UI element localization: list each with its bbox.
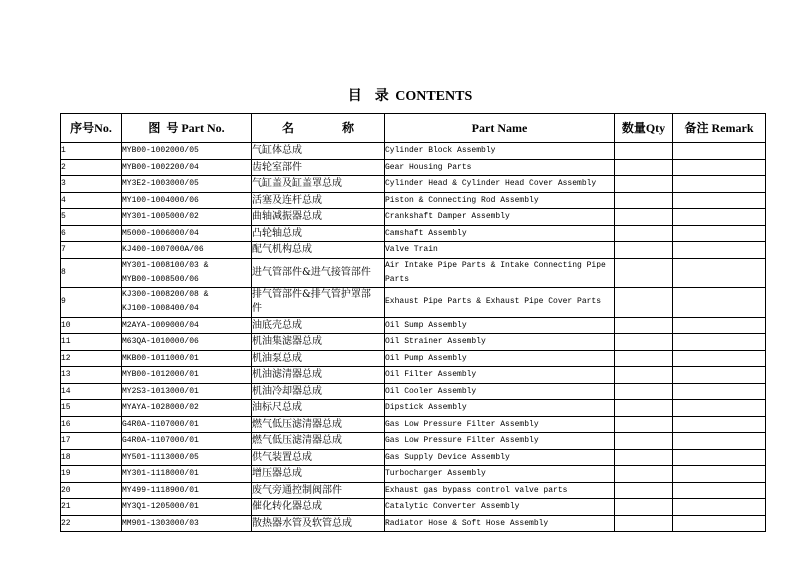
cell-remark xyxy=(673,400,766,417)
cell-qty xyxy=(615,482,673,499)
cell-remark xyxy=(673,159,766,176)
table-row xyxy=(61,416,766,433)
table-row xyxy=(61,317,766,334)
cell-part-no: M63QA-1010000/06 xyxy=(122,334,252,351)
cell-qty xyxy=(615,225,673,242)
cell-part-name: Dipstick Assembly xyxy=(385,400,615,417)
cell-part-no: M2AYA-1009000/04 xyxy=(122,317,252,334)
cell-qty xyxy=(615,176,673,193)
cell-name-cn: 凸轮轴总成 xyxy=(252,225,385,242)
cell-remark xyxy=(673,499,766,516)
cell-remark xyxy=(673,515,766,532)
cell-qty xyxy=(615,433,673,450)
cell-no: 11 xyxy=(61,334,122,351)
table-row xyxy=(61,515,766,532)
cell-qty xyxy=(615,209,673,226)
cell-part-name: Catalytic Converter Assembly xyxy=(385,499,615,516)
cell-no: 3 xyxy=(61,176,122,193)
table-row xyxy=(61,258,766,288)
cell-name-cn: 机油冷却器总成 xyxy=(252,383,385,400)
table-row xyxy=(61,499,766,516)
table-row xyxy=(61,176,766,193)
cell-qty xyxy=(615,143,673,160)
table-row xyxy=(61,482,766,499)
cell-no: 12 xyxy=(61,350,122,367)
cell-part-no: KJ300-1008200/08 & KJ100-1008400/04 xyxy=(122,288,252,318)
table-body xyxy=(61,143,766,532)
cell-part-name: Valve Train xyxy=(385,242,615,259)
cell-name-cn: 机油滤清器总成 xyxy=(252,367,385,384)
cell-no: 6 xyxy=(61,225,122,242)
cell-remark xyxy=(673,367,766,384)
header-part-no: 图 号 Part No. xyxy=(122,114,252,143)
cell-part-no: M5000-1006000/04 xyxy=(122,225,252,242)
cell-name-cn: 曲轴减振器总成 xyxy=(252,209,385,226)
cell-qty xyxy=(615,258,673,288)
cell-qty xyxy=(615,242,673,259)
cell-no: 18 xyxy=(61,449,122,466)
cell-part-no: MY100-1004000/06 xyxy=(122,192,252,209)
cell-remark xyxy=(673,225,766,242)
table-row xyxy=(61,209,766,226)
cell-qty xyxy=(615,383,673,400)
table-row xyxy=(61,159,766,176)
cell-part-name: Gas Low Pressure Filter Assembly xyxy=(385,433,615,450)
cell-part-no: MM901-1303000/03 xyxy=(122,515,252,532)
cell-part-no: MY499-1118900/01 xyxy=(122,482,252,499)
table-row xyxy=(61,225,766,242)
cell-no: 10 xyxy=(61,317,122,334)
cell-part-no: MY301-1118000/01 xyxy=(122,466,252,483)
cell-remark xyxy=(673,482,766,499)
cell-part-no: MYB00-1012000/01 xyxy=(122,367,252,384)
cell-qty xyxy=(615,466,673,483)
cell-no: 13 xyxy=(61,367,122,384)
table-row xyxy=(61,433,766,450)
cell-remark xyxy=(673,176,766,193)
cell-no: 14 xyxy=(61,383,122,400)
cell-part-name: Cylinder Block Assembly xyxy=(385,143,615,160)
cell-part-name: Oil Strainer Assembly xyxy=(385,334,615,351)
cell-name-cn: 催化转化器总成 xyxy=(252,499,385,516)
cell-remark xyxy=(673,317,766,334)
cell-name-cn: 排气管部件&排气管护罩部 件 xyxy=(252,288,385,318)
cell-part-name: Exhaust gas bypass control valve parts xyxy=(385,482,615,499)
cell-remark xyxy=(673,433,766,450)
cell-name-cn: 气缸体总成 xyxy=(252,143,385,160)
cell-name-cn: 燃气低压滤清器总成 xyxy=(252,416,385,433)
cell-no: 15 xyxy=(61,400,122,417)
cell-qty xyxy=(615,192,673,209)
cell-part-no: MKB00-1011000/01 xyxy=(122,350,252,367)
cell-remark xyxy=(673,334,766,351)
cell-part-no: MY2S3-1013000/01 xyxy=(122,383,252,400)
cell-part-name: Piston & Connecting Rod Assembly xyxy=(385,192,615,209)
cell-part-name: Oil Sump Assembly xyxy=(385,317,615,334)
cell-remark xyxy=(673,258,766,288)
cell-remark xyxy=(673,288,766,318)
cell-no: 2 xyxy=(61,159,122,176)
cell-name-cn: 油标尺总成 xyxy=(252,400,385,417)
table-row xyxy=(61,288,766,318)
cell-remark xyxy=(673,242,766,259)
table-row xyxy=(61,334,766,351)
cell-part-name: Gas Supply Device Assembly xyxy=(385,449,615,466)
cell-part-name: Gas Low Pressure Filter Assembly xyxy=(385,416,615,433)
cell-qty xyxy=(615,416,673,433)
cell-part-no: KJ400-1007000A/06 xyxy=(122,242,252,259)
cell-qty xyxy=(615,317,673,334)
header-no: 序号No. xyxy=(61,114,122,143)
cell-no: 8 xyxy=(61,258,122,288)
cell-part-name: Exhaust Pipe Parts & Exhaust Pipe Cover Parts xyxy=(385,288,615,318)
cell-name-cn: 进气管部件&进气接管部件 xyxy=(252,258,385,288)
cell-qty xyxy=(615,159,673,176)
cell-part-name: Air Intake Pipe Parts & Intake Connecting Pipe Parts xyxy=(385,258,615,288)
cell-name-cn: 燃气低压滤清器总成 xyxy=(252,433,385,450)
cell-part-no: MY301-1005000/02 xyxy=(122,209,252,226)
cell-name-cn: 活塞及连杆总成 xyxy=(252,192,385,209)
cell-remark xyxy=(673,192,766,209)
cell-name-cn: 齿轮室部件 xyxy=(252,159,385,176)
cell-name-cn: 配气机构总成 xyxy=(252,242,385,259)
cell-qty xyxy=(615,449,673,466)
cell-part-name: Turbocharger Assembly xyxy=(385,466,615,483)
cell-part-name: Gear Housing Parts xyxy=(385,159,615,176)
header-qty: 数量Qty xyxy=(615,114,673,143)
cell-part-no: G4R0A-1107000/01 xyxy=(122,416,252,433)
cell-name-cn: 废气旁通控制阀部件 xyxy=(252,482,385,499)
cell-name-cn: 供气装置总成 xyxy=(252,449,385,466)
header-row xyxy=(61,114,766,143)
cell-remark xyxy=(673,383,766,400)
table-row xyxy=(61,242,766,259)
cell-name-cn: 散热器水管及软管总成 xyxy=(252,515,385,532)
contents-title: 目 录 CONTENTS xyxy=(347,89,473,104)
cell-no: 19 xyxy=(61,466,122,483)
cell-qty xyxy=(615,334,673,351)
table-row xyxy=(61,143,766,160)
cell-remark xyxy=(673,350,766,367)
cell-remark xyxy=(673,143,766,160)
table-row xyxy=(61,400,766,417)
table-row xyxy=(61,383,766,400)
cell-no: 1 xyxy=(61,143,122,160)
cell-no: 21 xyxy=(61,499,122,516)
table-row xyxy=(61,192,766,209)
cell-no: 4 xyxy=(61,192,122,209)
cell-qty xyxy=(615,288,673,318)
cell-no: 5 xyxy=(61,209,122,226)
header-remark: 备注 Remark xyxy=(673,114,766,143)
header-part-name: Part Name xyxy=(385,114,615,143)
cell-part-name: Oil Filter Assembly xyxy=(385,367,615,384)
cell-part-no: MYAYA-1028000/02 xyxy=(122,400,252,417)
cell-qty xyxy=(615,350,673,367)
cell-part-no: MY301-1008100/03 & MYB00-1008500/06 xyxy=(122,258,252,288)
header-name-cn: 名 称 xyxy=(252,114,385,143)
cell-part-name: Cylinder Head & Cylinder Head Cover Assembly xyxy=(385,176,615,193)
cell-part-name: Radiator Hose & Soft Hose Assembly xyxy=(385,515,615,532)
cell-name-cn: 机油集滤器总成 xyxy=(252,334,385,351)
cell-part-no: MY3Q1-1205000/01 xyxy=(122,499,252,516)
cell-no: 22 xyxy=(61,515,122,532)
cell-qty xyxy=(615,400,673,417)
cell-name-cn: 增压器总成 xyxy=(252,466,385,483)
table-row xyxy=(61,367,766,384)
table-row xyxy=(61,466,766,483)
cell-no: 20 xyxy=(61,482,122,499)
cell-part-no: G4R0A-1107000/01 xyxy=(122,433,252,450)
cell-no: 16 xyxy=(61,416,122,433)
cell-no: 9 xyxy=(61,288,122,318)
cell-name-cn: 气缸盖及缸盖罩总成 xyxy=(252,176,385,193)
cell-part-no: MY3E2-1003000/05 xyxy=(122,176,252,193)
cell-part-no: MYB00-1002200/04 xyxy=(122,159,252,176)
cell-part-name: Oil Cooler Assembly xyxy=(385,383,615,400)
table-row xyxy=(61,449,766,466)
contents-table xyxy=(60,113,766,532)
cell-no: 17 xyxy=(61,433,122,450)
table-row xyxy=(61,350,766,367)
cell-qty xyxy=(615,499,673,516)
cell-part-name: Oil Pump Assembly xyxy=(385,350,615,367)
cell-name-cn: 油底壳总成 xyxy=(252,317,385,334)
cell-remark xyxy=(673,466,766,483)
cell-qty xyxy=(615,515,673,532)
cell-part-name: Camshaft Assembly xyxy=(385,225,615,242)
cell-remark xyxy=(673,449,766,466)
cell-part-name: Crankshaft Damper Assembly xyxy=(385,209,615,226)
cell-remark xyxy=(673,416,766,433)
cell-no: 7 xyxy=(61,242,122,259)
cell-remark xyxy=(673,209,766,226)
cell-part-no: MYB00-1002000/05 xyxy=(122,143,252,160)
cell-qty xyxy=(615,367,673,384)
cell-part-no: MY501-1113000/05 xyxy=(122,449,252,466)
cell-name-cn: 机油泵总成 xyxy=(252,350,385,367)
